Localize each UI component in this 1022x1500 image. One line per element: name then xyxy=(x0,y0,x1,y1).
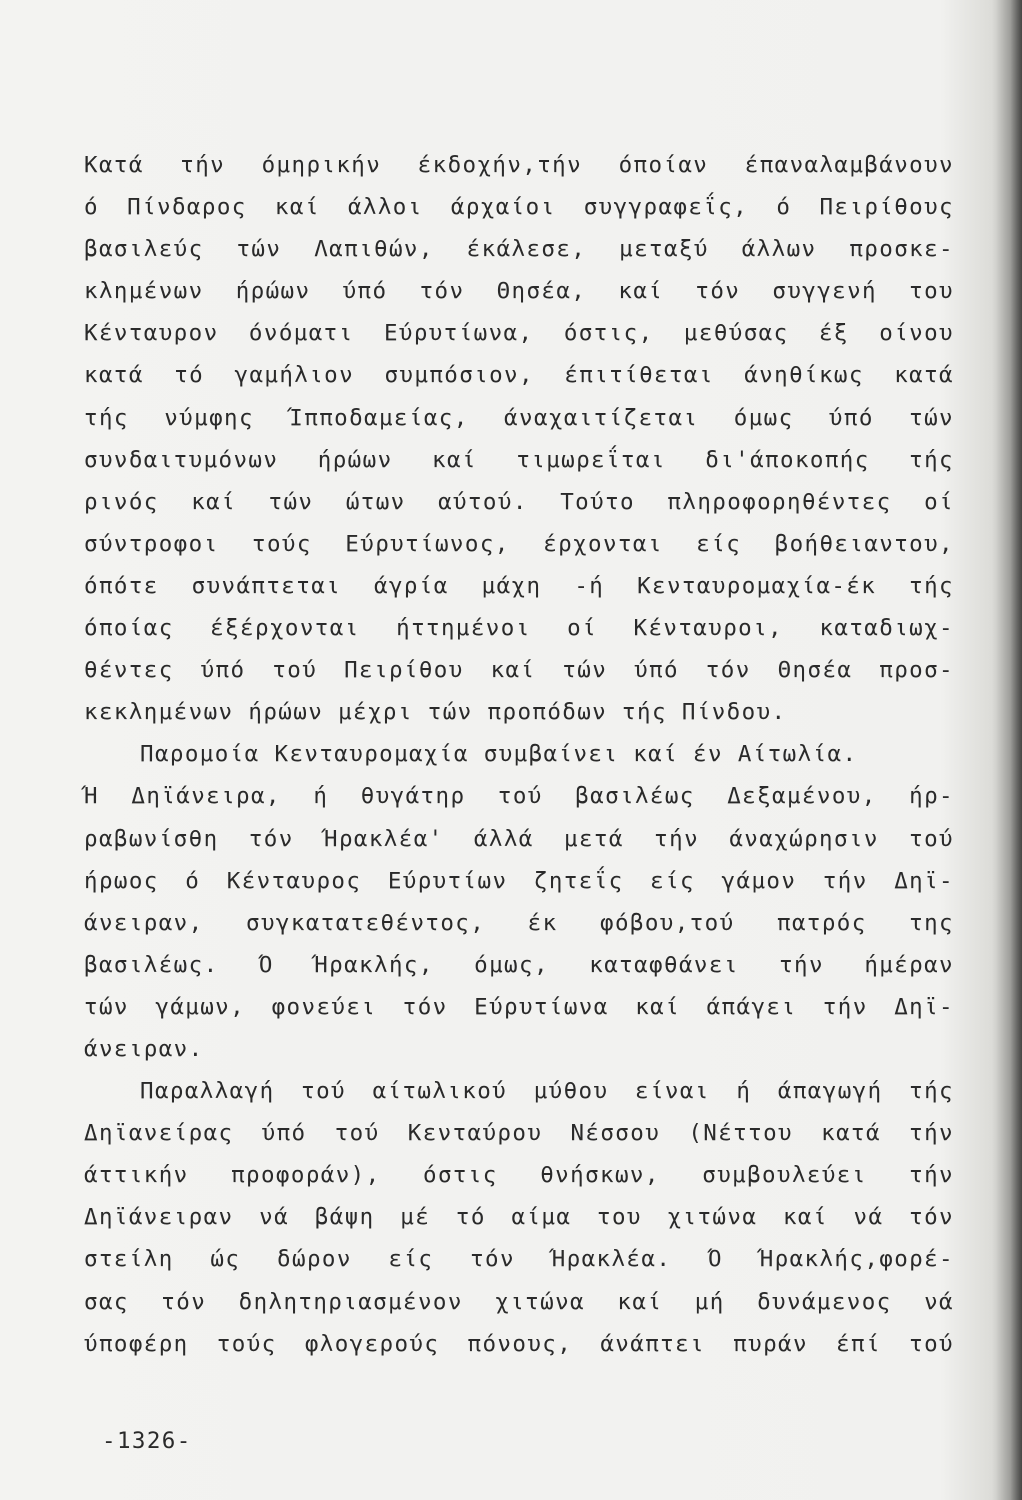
body-text xyxy=(84,144,954,1365)
paragraph-start-line: Παρομοία Κενταυρομαχία συμβαίνει καί έν Αίτωλία. xyxy=(140,741,858,768)
text-line: ήρωος ό Κένταυρος Εύρυτίων ζητεΐς είς γάμον τήν Δηϊ- xyxy=(84,867,954,894)
text-line: τής νύμφης Ίπποδαμείας, άναχαιτίζεται όμως ύπό τών xyxy=(84,404,954,431)
text-line: Ή Δηϊάνειρα, ή θυγάτηρ τού βασιλέως Δεξαμένου, ήρ- xyxy=(84,783,954,810)
text-line: Δηϊάνειραν νά βάψη μέ τό αίμα του χιτώνα καί νά τόν xyxy=(84,1204,954,1231)
text-line: βασιλεύς τών Λαπιθών, έκάλεσε, μεταξύ άλλων προσκε- xyxy=(84,236,954,263)
text-line: όποίας έξέρχονται ήττημένοι οί Κένταυροι, καταδιωχ- xyxy=(84,615,954,642)
text-line: τών γάμων, φονεύει τόν Εύρυτίωνα καί άπάγει τήν Δηϊ- xyxy=(84,993,954,1020)
text-line: κεκλημένων ήρώων μέχρι τών προπόδων τής Πίνδου. xyxy=(84,699,787,726)
text-line: Κατά τήν όμηρικήν έκδοχήν,τήν όποίαν έπαναλαμβάνουν xyxy=(84,152,954,178)
text-line: σύντροφοι τούς Εύρυτίωνος, έρχονται είς βοήθειαντου, xyxy=(84,530,954,557)
page-number: -1326- xyxy=(102,1428,192,1454)
text-line: ύποφέρη τούς φλογερούς πόνους, άνάπτει πυράν έπί τού xyxy=(84,1330,954,1357)
text-line: όπότε συνάπτεται άγρία μάχη -ή Κενταυρομαχία-έκ τής xyxy=(84,572,954,599)
paragraph-start-line: Παραλλαγή τού αίτωλικού μύθου είναι ή άπαγωγή τής xyxy=(140,1078,954,1105)
text-line: συνδαιτυμόνων ήρώων καί τιμωρεΐται δι'άποκοπής τής xyxy=(84,446,954,473)
text-line: σας τόν δηλητηριασμένον χιτώνα καί μή δυνάμενος νά xyxy=(84,1288,954,1315)
text-line: Δηϊανείρας ύπό τού Κενταύρου Νέσσου (Νέττου κατά τήν xyxy=(84,1120,954,1147)
text-line: άνειραν, συγκατατεθέντος, έκ φόβου,τού πατρός της xyxy=(84,909,954,936)
text-line: στείλη ώς δώρον είς τόν Ήρακλέα. Ό Ήρακλής,φορέ- xyxy=(84,1246,954,1273)
text-line: άττικήν προφοράν), όστις θνήσκων, συμβουλεύει τήν xyxy=(84,1162,954,1189)
text-line: θέντες ύπό τού Πειρίθου καί τών ύπό τόν Θησέα προσ- xyxy=(84,657,954,684)
text-line: ραβωνίσθη τόν Ήρακλέα' άλλά μετά τήν άναχώρησιν τού xyxy=(84,825,954,852)
text-line: Κένταυρον όνόματι Εύρυτίωνα, όστις, μεθύσας έξ οίνου xyxy=(84,320,954,347)
text-line: άνειραν. xyxy=(84,1035,204,1062)
text-line: κλημένων ήρώων ύπό τόν Θησέα, καί τόν συγγενή του xyxy=(84,278,954,305)
text-line: ό Πίνδαρος καί άλλοι άρχαίοι συγγραφεΐς, ό Πειρίθους xyxy=(84,194,954,221)
page-edge-shadow xyxy=(996,0,1022,1500)
text-line: βασιλέως. Ό Ήρακλής, όμως, καταφθάνει τήν ήμέραν xyxy=(84,951,954,978)
text-line: ρινός καί τών ώτων αύτού. Τούτο πληροφορηθέντες οί xyxy=(84,488,954,515)
text-line: κατά τό γαμήλιον συμπόσιον, έπιτίθεται άνηθίκως κατά xyxy=(84,362,954,389)
